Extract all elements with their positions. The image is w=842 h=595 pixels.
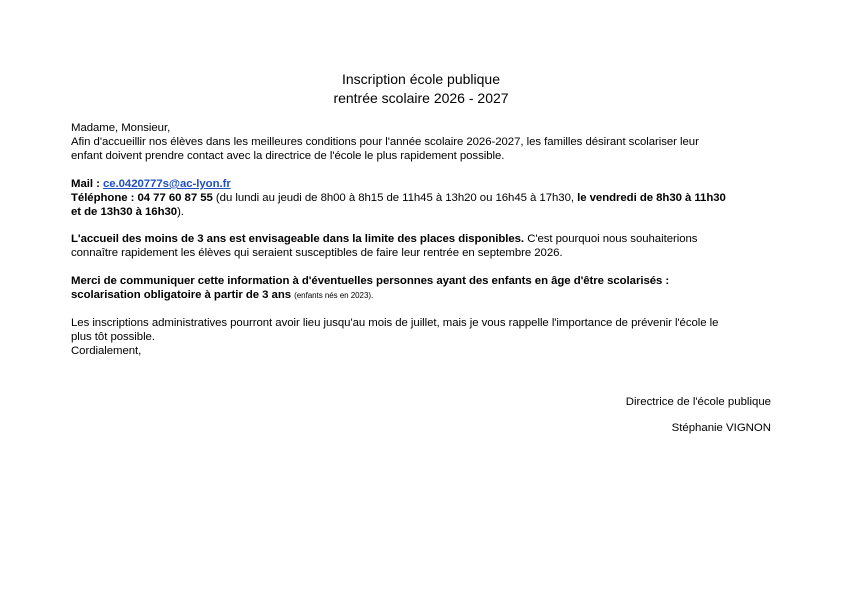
signature-role: Directrice de l'école publique bbox=[625, 396, 771, 408]
mail-line bbox=[71, 177, 771, 191]
phone-close: ). bbox=[177, 206, 184, 218]
notice-paragraph bbox=[71, 274, 771, 303]
closing-line-2: plus tôt possible. bbox=[71, 331, 155, 343]
mail-link[interactable]: ce.0420777s@ac-lyon.fr bbox=[102, 178, 231, 190]
notice-line-2-wrap bbox=[71, 288, 771, 303]
notice-line-2: scolarisation obligatoire à partir de 3 ans bbox=[71, 289, 292, 301]
under3-bold: L'accueil des moins de 3 ans est envisageable dans la limite des places disponibles. bbox=[71, 233, 525, 245]
phone-label: Téléphone : 04 77 60 87 55 bbox=[71, 192, 213, 204]
contact-paragraph bbox=[71, 177, 771, 219]
phone-friday: le vendredi de 8h30 à 11h30 bbox=[577, 192, 726, 204]
notice-line-1: Merci de communiquer cette information à d'éventuelles personnes ayant des enfants en âge d'être scolarisés : bbox=[71, 275, 670, 287]
closing-line-1: Les inscriptions administratives pourront avoir lieu jusqu'au mois de juillet, mais je vous rappelle l'importance de prévenir l'école le bbox=[71, 317, 719, 329]
greeting: Madame, Monsieur, bbox=[71, 122, 171, 134]
mail-label: Mail : bbox=[71, 178, 100, 190]
intro-paragraph bbox=[71, 121, 771, 163]
document-title: Inscription école publique bbox=[342, 71, 500, 87]
under3-line-2: connaître rapidement les élèves qui seraient susceptibles de faire leur rentrée en septembre 2026. bbox=[71, 247, 563, 259]
phone-line-2 bbox=[71, 205, 771, 219]
under3-rest-1: C'est pourquoi nous souhaiterions bbox=[527, 233, 698, 245]
closing-line-3: Cordialement, bbox=[71, 345, 142, 357]
phone-hours: (du lundi au jeudi de 8h00 à 8h15 de 11h45 à 13h20 ou 16h45 à 17h30, bbox=[215, 192, 574, 204]
phone-line bbox=[71, 191, 771, 205]
phone-friday-cont: et de 13h30 à 16h30 bbox=[71, 206, 178, 218]
under3-paragraph bbox=[71, 232, 771, 260]
closing-paragraph bbox=[71, 316, 771, 358]
document-subtitle: rentrée scolaire 2026 - 2027 bbox=[333, 90, 509, 106]
signature-name: Stéphanie VIGNON bbox=[671, 422, 771, 434]
intro-line-1: Afin d'accueillir nos élèves dans les meilleures conditions pour l'année scolaire 2026-2027, les familles désirant scolariser leur bbox=[71, 136, 699, 148]
intro-line-2: enfant doivent prendre contact avec la directrice de l'école le plus rapidement possible. bbox=[71, 150, 505, 162]
under3-line-1 bbox=[71, 232, 771, 246]
notice-note: (enfants nés en 2023). bbox=[294, 291, 374, 300]
